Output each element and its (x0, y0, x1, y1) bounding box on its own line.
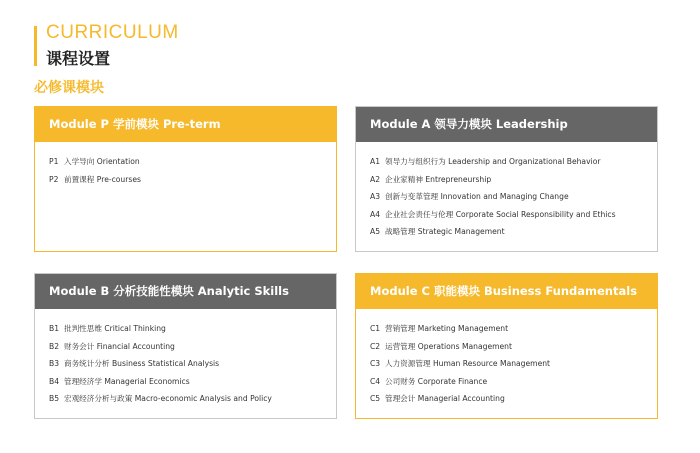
course-code: A4 (370, 209, 381, 219)
module-card-p (34, 106, 337, 252)
course-code: A5 (370, 227, 381, 237)
course-code: B5 (49, 394, 60, 404)
course-title: 营销管理 Marketing Management (385, 324, 509, 333)
course-code: B3 (49, 359, 60, 369)
module-course-list (35, 309, 336, 411)
module-card-a (355, 106, 658, 252)
course-item (49, 174, 336, 192)
course-item (370, 191, 657, 209)
module-card-b (34, 273, 337, 419)
module-heading: Module C 职能模块 Business Fundamentals (356, 274, 657, 309)
course-item (370, 376, 657, 394)
course-title: 宏观经济分析与政策 Macro-economic Analysis and Policy (64, 394, 272, 404)
course-item (49, 393, 336, 411)
header-accent-bar (34, 26, 37, 66)
course-item (49, 358, 336, 376)
course-item (370, 341, 657, 359)
course-item (370, 209, 657, 227)
course-item (370, 358, 657, 376)
course-code: C5 (370, 394, 381, 404)
course-title: 管理会计 Managerial Accounting (385, 394, 505, 404)
course-item (49, 323, 336, 341)
course-title: 商务统计分析 Business Statistical Analysis (64, 359, 220, 369)
course-code: A1 (370, 157, 381, 166)
course-title: 公司财务 Corporate Finance (385, 376, 488, 386)
course-code: B4 (49, 376, 60, 386)
course-item (370, 226, 657, 244)
module-heading: Module A 领导力模块 Leadership (356, 107, 657, 142)
module-course-list (356, 309, 657, 411)
course-code: C3 (370, 359, 381, 369)
course-title: 管理经济学 Managerial Economics (64, 376, 190, 386)
section-title: 必修课模块 (34, 80, 104, 96)
course-code: A3 (370, 192, 381, 202)
course-title: 创新与变革管理 Innovation and Managing Change (385, 192, 569, 202)
course-item (370, 156, 657, 174)
course-title: 财务会计 Financial Accounting (64, 341, 175, 351)
course-title: 企业家精神 Entrepreneurship (385, 174, 492, 184)
module-course-list (356, 142, 657, 244)
course-code: P1 (49, 157, 59, 166)
page-title-en: CURRICULUM (46, 22, 179, 43)
course-code: B2 (49, 341, 60, 351)
course-title: 领导力与组织行为 Leadership and Organizational Behavior (385, 157, 601, 166)
course-item (49, 156, 336, 174)
course-code: C2 (370, 341, 381, 351)
module-heading: Module B 分析技能性模块 Analytic Skills (35, 274, 336, 309)
course-title: 批判性思维 Critical Thinking (64, 324, 166, 333)
course-title: 前置课程 Pre-courses (64, 174, 141, 184)
course-title: 入学导向 Orientation (64, 157, 140, 166)
course-item (49, 341, 336, 359)
course-title: 运营管理 Operations Management (385, 341, 512, 351)
module-heading: Module P 学前模块 Pre-term (35, 107, 336, 142)
course-code: C4 (370, 376, 381, 386)
course-item (370, 174, 657, 192)
course-code: B1 (49, 324, 60, 333)
course-item (370, 393, 657, 411)
course-title: 人力资源管理 Human Resource Management (385, 359, 551, 369)
course-title: 企业社会责任与伦理 Corporate Social Responsibility and Ethics (385, 209, 616, 219)
module-course-list (35, 142, 336, 191)
course-code: A2 (370, 174, 381, 184)
module-card-c (355, 273, 658, 419)
course-code: C1 (370, 324, 381, 333)
course-code: P2 (49, 174, 59, 184)
page-title-cn: 课程设置 (46, 49, 111, 68)
course-item (370, 323, 657, 341)
course-item (49, 376, 336, 394)
course-title: 战略管理 Strategic Management (385, 227, 505, 237)
